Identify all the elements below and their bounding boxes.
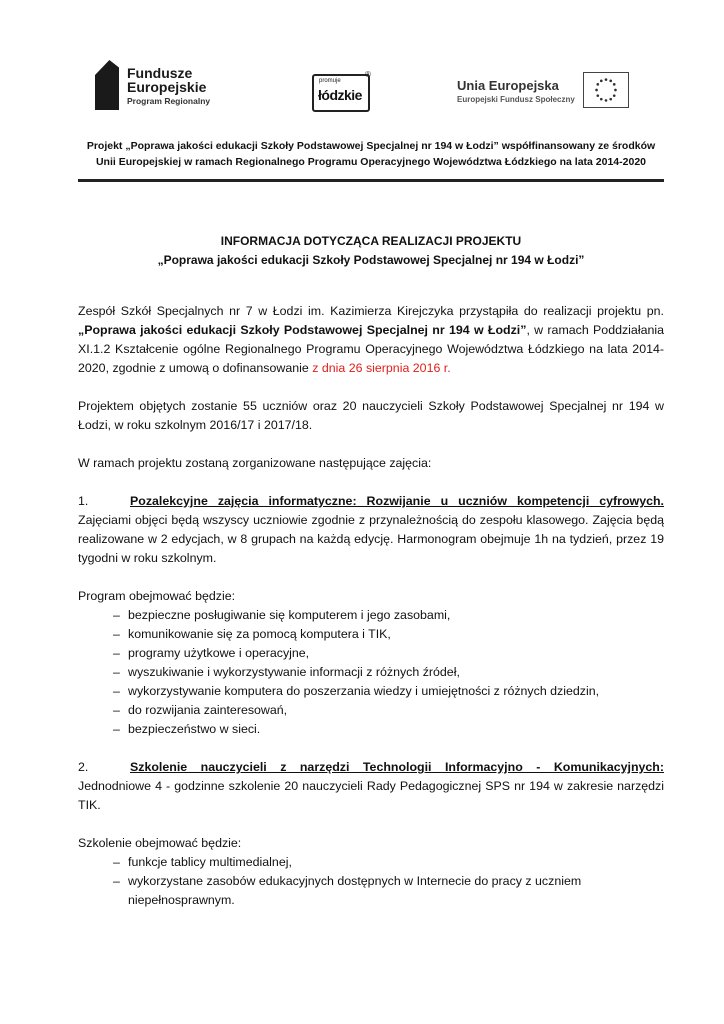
fe-logo-text-2: Europejskie xyxy=(127,79,207,95)
list-item: – wyszukiwanie i wykorzystywanie informacji z różnych źródeł, xyxy=(78,663,664,682)
ue-logo-text-2: Europejski Fundusz Społeczny xyxy=(457,95,575,104)
intro-text-2: , w ramach Poddziałania XI.1.2 Kształcenie ogólne Regionalnego Programu Operacyjnego Województwa Łódzkiego na lata 2014-2020, zgodnie z umową o dofinansowanie xyxy=(78,323,665,375)
header-divider xyxy=(78,179,664,182)
eu-flag-icon xyxy=(583,72,629,108)
ue-logo-text-1: Unia Europejska xyxy=(457,78,559,93)
activities-intro: W ramach projektu zostaną zorganizowane następujące zajęcia: xyxy=(78,456,432,470)
section-2-program-label: Szkolenie obejmować będzie: xyxy=(78,836,242,850)
section-1-number: 1. xyxy=(78,494,89,508)
logo-bar xyxy=(95,60,635,116)
project-header-line-1: Projekt „Poprawa jakości edukacji Szkoły Podstawowej Specjalnej nr 194 w Łodzi” współfinansowany ze środków xyxy=(86,140,656,152)
section-1-program-label: Program obejmować będzie: xyxy=(78,589,236,603)
project-name: „Poprawa jakości edukacji Szkoły Podstawowej Specjalnej nr 194 w Łodzi” xyxy=(78,323,527,337)
list-item: – programy użytkowe i operacyjne, xyxy=(78,644,664,663)
section-1-list xyxy=(78,606,664,739)
document-body xyxy=(78,302,664,910)
document-title xyxy=(78,232,664,270)
participants-paragraph: Projektem objętych zostanie 55 uczniów oraz 20 nauczycieli Szkoły Podstawowej Specjalnej nr 194 w Łodzi, w roku szkolnym 2016/17 i 2017/18. xyxy=(78,399,664,432)
list-item: – wykorzystane zasobów edukacyjnych dostępnych w Internecie do pracy z uczniem niepełnosprawnym. xyxy=(78,872,664,910)
lodzkie-logo-big: łódzkie xyxy=(318,87,362,103)
list-item: – do rozwijania zainteresowań, xyxy=(78,701,664,720)
fe-logo-text-1: Fundusze xyxy=(127,65,193,81)
list-item: – bezpieczeństwo w sieci. xyxy=(78,720,664,739)
section-2 xyxy=(78,758,664,815)
project-header xyxy=(78,138,664,170)
intro-paragraph xyxy=(78,302,664,378)
fundusze-europejskie-logo xyxy=(95,60,225,116)
document-title-line-2: „Poprawa jakości edukacji Szkoły Podstawowej Specjalnej nr 194 w Łodzi” xyxy=(157,253,585,267)
section-2-number: 2. xyxy=(78,760,89,774)
lodzkie-logo-small: promuje xyxy=(319,78,341,84)
intro-text: Zespół Szkół Specjalnych nr 7 w Łodzi im. Kazimierza Kirejczyka przystąpiła do realizacji projektu pn. xyxy=(78,304,664,318)
lodzkie-logo xyxy=(312,74,370,112)
project-header-line-2: Unii Europejskiej w ramach Regionalnego Programu Operacyjnego Województwa Łódzkiego na lata 2014-2020 xyxy=(95,156,647,168)
list-item: – komunikowanie się za pomocą komputera i TIK, xyxy=(78,625,664,644)
section-2-list xyxy=(78,853,664,910)
section-2-body: Jednodniowe 4 - godzinne szkolenie 20 nauczycieli Rady Pedagogicznej SPS nr 194 w zakresie narzędzi TIK. xyxy=(78,779,664,812)
section-2-heading: Szkolenie nauczycieli z narzędzi Technologii Informacyjno - Komunikacyjnych: xyxy=(130,760,664,774)
fe-star-icon xyxy=(95,60,119,110)
agreement-date: z dnia 26 sierpnia 2016 r. xyxy=(312,361,451,375)
list-item: – wykorzystywanie komputera do poszerzania wiedzy i umiejętności z różnych dziedzin, xyxy=(78,682,664,701)
registered-mark: ® xyxy=(365,70,371,79)
list-item: – funkcje tablicy multimedialnej, xyxy=(78,853,664,872)
fe-logo-text-3: Program Regionalny xyxy=(127,96,211,106)
section-1-heading: Pozalekcyjne zajęcia informatyczne: Rozwijanie u uczniów kompetencji cyfrowych. xyxy=(130,494,664,508)
section-1 xyxy=(78,492,664,568)
document-title-line-1: INFORMACJA DOTYCZĄCA REALIZACJI PROJEKTU xyxy=(220,234,522,248)
list-item: – bezpieczne posługiwanie się komputerem i jego zasobami, xyxy=(78,606,664,625)
section-1-body: Zajęciami objęci będą wszyscy uczniowie zgodnie z przynależnością do zespołu klasowego. Zajęcia będą realizowane w 2 edycjach, w 8 grupach na każdą edycję. Harmonogram obejmuje 1h na tydzień, przez 19 tygodni w roku szkolnym. xyxy=(78,513,664,565)
